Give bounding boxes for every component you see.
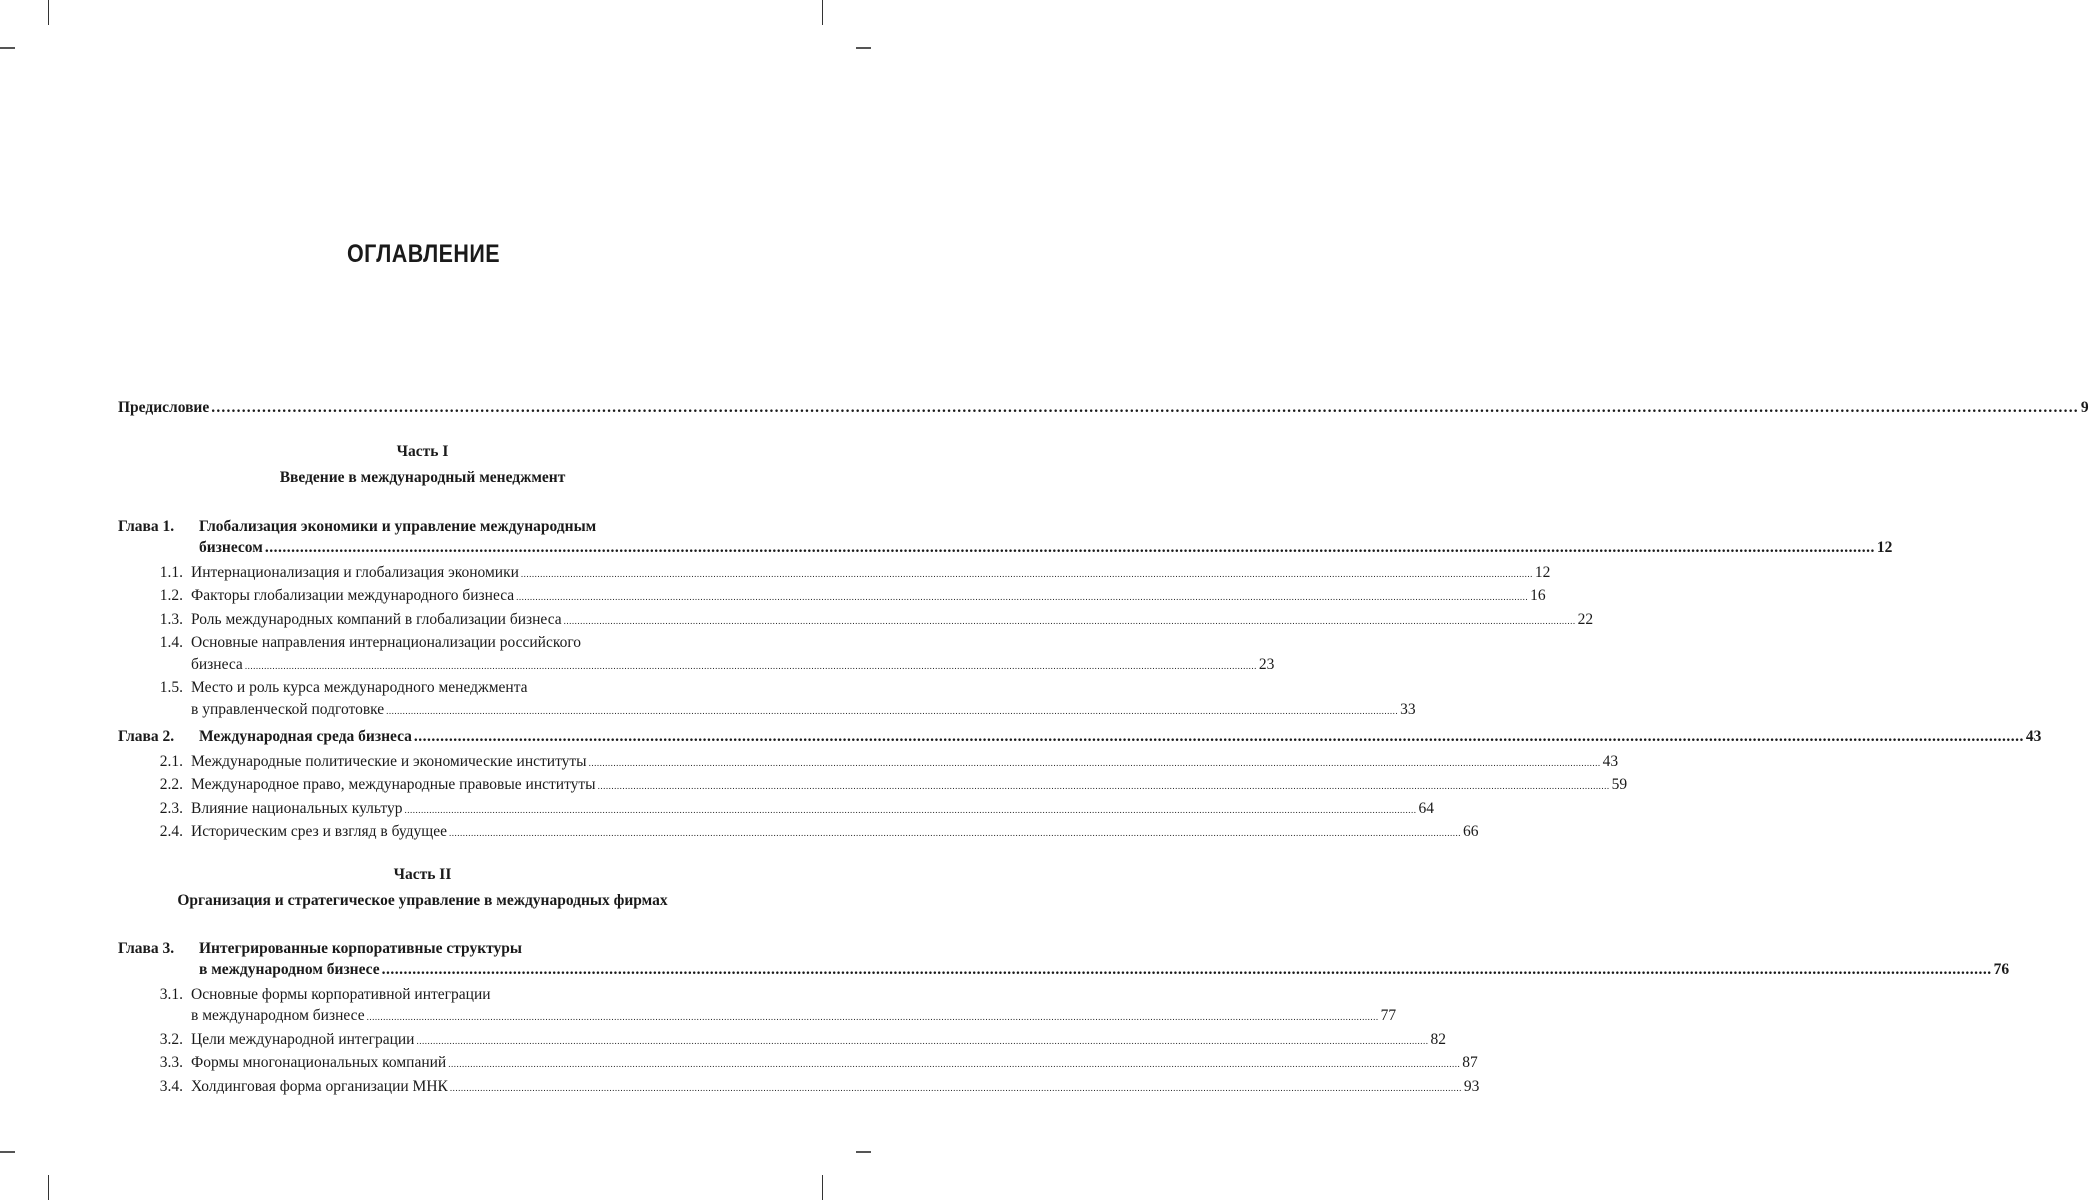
chapter-title-line2: бизнесом <box>199 539 263 556</box>
chapter-number: Глава 3. <box>118 939 175 957</box>
section-title: Роль международных компаний в глобализации бизнеса <box>191 610 562 628</box>
section-number: 2.2. <box>159 776 183 793</box>
section-number: 3.4. <box>159 1077 183 1095</box>
section-number: 2.1. <box>159 752 183 770</box>
page-number: 23 <box>1258 655 1275 673</box>
toc-entry-section[interactable] <box>118 1029 1446 1053</box>
dot-leader <box>598 774 1610 798</box>
dot-leader <box>211 397 2079 419</box>
page-number: 82 <box>1430 1030 1446 1048</box>
dot-leader <box>416 1029 1428 1053</box>
page-title: ОГЛАВЛЕНИЕ <box>346 240 501 268</box>
page-number: 16 <box>1530 587 1546 604</box>
toc-entry-section[interactable] <box>118 585 1546 609</box>
part-title: Введение в международный менеджмент <box>279 468 566 486</box>
section-title-line1: Место и роль курса международного менеджмента <box>191 679 528 696</box>
dot-leader <box>449 821 1461 845</box>
section-title: Интернационализация и глобализация экономики <box>191 563 519 581</box>
section-title: в управленческой подготовке <box>191 700 385 718</box>
page-number: 12 <box>1876 539 1893 556</box>
toc-entry-section[interactable] <box>118 774 1628 798</box>
section-title: Влияние национальных культур <box>191 799 403 817</box>
section-title: Историческим срез и взгляд в будущее <box>191 823 447 840</box>
section-number: 3.3. <box>159 1054 183 1071</box>
toc-entry-preface[interactable] <box>118 397 2089 419</box>
toc-entry-section[interactable] <box>118 632 1275 677</box>
dot-leader <box>382 959 1992 981</box>
dot-leader <box>367 1005 1379 1029</box>
crop-mark <box>48 0 49 25</box>
section-title-line1: Основные формы корпоративной интеграции <box>191 985 491 1003</box>
section-title: Факторы глобализации международного бизнеса <box>191 587 515 604</box>
section-number: 1.1. <box>159 563 183 581</box>
section-title: Международное право, международные правовые институты <box>191 776 596 793</box>
crop-mark <box>48 1175 49 1200</box>
section-number: 1.4. <box>159 634 183 651</box>
page-number: 87 <box>1462 1054 1478 1071</box>
chapter-title-line1: Глобализация экономики и управление международным <box>199 517 597 535</box>
dot-leader <box>245 654 1257 678</box>
section-title: в международном бизнесе <box>191 1007 365 1024</box>
page-number: 66 <box>1463 823 1479 840</box>
toc-entry-chapter[interactable] <box>118 516 1893 559</box>
section-number: 1.2. <box>159 587 183 604</box>
chapter-title-line1: Интегрированные корпоративные структуры <box>199 939 523 957</box>
page-number: 76 <box>1993 961 2010 978</box>
toc-entry-chapter[interactable] <box>118 938 2010 981</box>
dot-leader <box>386 699 1398 723</box>
page-number: 9 <box>2080 399 2089 416</box>
toc-entry-section[interactable] <box>118 562 1551 586</box>
page-number: 12 <box>1534 563 1551 581</box>
section-title: Холдинговая форма организации МНК <box>191 1077 448 1095</box>
dot-leader <box>414 726 2024 748</box>
section-number: 1.5. <box>159 679 183 696</box>
dot-leader <box>521 562 1533 586</box>
section-number: 3.1. <box>159 985 183 1003</box>
chapter-number: Глава 2. <box>118 728 175 745</box>
toc-entry-section[interactable] <box>118 798 1434 822</box>
chapter-title: Международная среда бизнеса <box>199 728 412 745</box>
dot-leader <box>448 1052 1460 1076</box>
dot-leader <box>404 798 1416 822</box>
toc-entry-section[interactable] <box>118 821 1479 845</box>
dot-leader <box>265 537 1875 559</box>
page-number: 64 <box>1418 799 1434 817</box>
crop-mark <box>0 1151 15 1153</box>
section-title: Цели международной интеграции <box>191 1030 415 1048</box>
section-number: 2.4. <box>159 823 183 840</box>
page-number: 59 <box>1611 776 1628 793</box>
crop-mark <box>822 1175 823 1200</box>
section-number: 1.3. <box>159 610 183 628</box>
dot-leader <box>589 751 1601 775</box>
section-number: 3.2. <box>159 1030 183 1048</box>
toc-entry-section[interactable] <box>118 1076 1480 1100</box>
page-number: 43 <box>1602 752 1619 770</box>
table-of-contents <box>118 397 2089 1099</box>
dot-leader <box>564 609 1576 633</box>
toc-entry-section[interactable] <box>118 984 1397 1029</box>
toc-entry-section[interactable] <box>118 751 1619 775</box>
section-title: Международные политические и экономические институты <box>191 752 587 770</box>
toc-entry-chapter[interactable] <box>118 726 2042 748</box>
section-title: Формы многонациональных компаний <box>191 1054 447 1071</box>
chapter-number: Глава 1. <box>118 517 175 535</box>
part-number: Часть II <box>393 865 452 883</box>
crop-mark <box>856 47 871 49</box>
toc-entry-section[interactable] <box>118 677 1416 722</box>
crop-mark <box>0 47 15 49</box>
page-number: 33 <box>1400 700 1416 718</box>
page-number: 22 <box>1577 610 1594 628</box>
crop-mark <box>856 1151 871 1153</box>
section-title: бизнеса <box>191 655 243 673</box>
dot-leader <box>516 585 1528 609</box>
toc-entry-section[interactable] <box>118 609 1594 633</box>
crop-mark <box>822 0 823 25</box>
part-number: Часть I <box>396 442 449 460</box>
dot-leader <box>450 1076 1462 1100</box>
page-number: 93 <box>1463 1077 1480 1095</box>
section-number: 2.3. <box>159 799 183 817</box>
chapter-title-line2: в международном бизнесе <box>199 961 380 978</box>
entry-title: Предисловие <box>118 399 210 416</box>
part-title: Организация и стратегическое управление в международных фирмах <box>177 891 668 909</box>
toc-entry-section[interactable] <box>118 1052 1478 1076</box>
section-title-line1: Основные направления интернационализации российского <box>191 634 582 651</box>
page-number: 43 <box>2025 728 2042 745</box>
page-number: 77 <box>1380 1007 1397 1024</box>
